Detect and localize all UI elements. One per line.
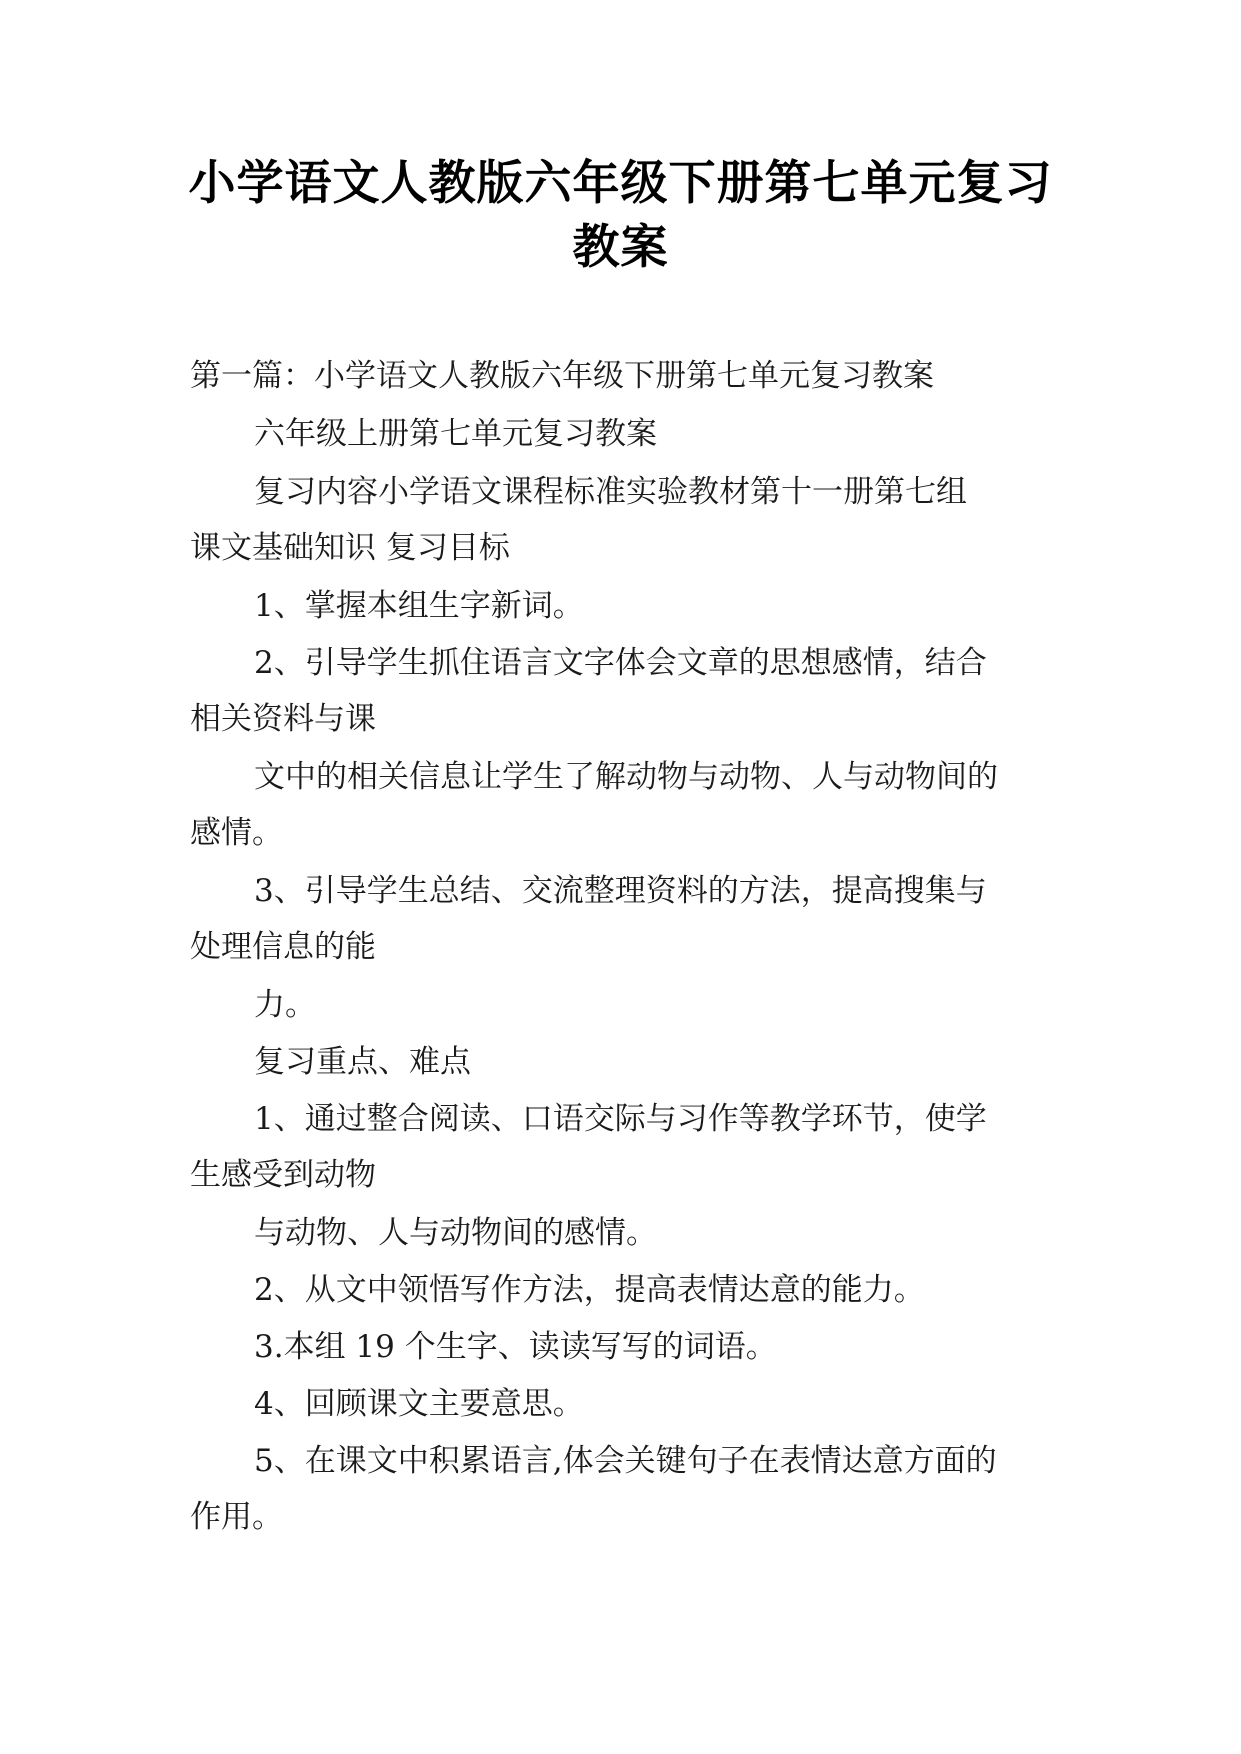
text-line: 与动物、人与动物间的感情。	[254, 1215, 657, 1251]
text-line: 处理信息的能	[190, 929, 376, 965]
text-line: 力。	[254, 987, 316, 1023]
text-line: 2、引导学生抓住语言文字体会文章的思想感情，结合	[254, 645, 987, 681]
text-line: 1、通过整合阅读、口语交际与习作等教学环节，使学	[254, 1101, 987, 1137]
text-line: 1、掌握本组生字新词。	[254, 588, 584, 624]
text-line: 六年级上册第七单元复习教案	[254, 416, 657, 452]
text-line: 3.本组 19 个生字、读读写写的词语。	[254, 1329, 777, 1365]
text-line: 作用。	[190, 1499, 283, 1535]
text-line: 感情。	[190, 815, 283, 851]
document-title-line-1: 小学语文人教版六年级下册第七单元复习	[188, 156, 1053, 211]
text-line: 文中的相关信息让学生了解动物与动物、人与动物间的	[254, 759, 998, 795]
text-line: 4、回顾课文主要意思。	[254, 1386, 584, 1422]
text-line: 复习重点、难点	[254, 1044, 471, 1080]
section-heading: 第一篇：小学语文人教版六年级下册第七单元复习教案	[190, 358, 934, 394]
text-line: 3、引导学生总结、交流整理资料的方法，提高搜集与	[254, 873, 987, 909]
text-line: 课文基础知识 复习目标	[190, 530, 510, 566]
text-line: 复习内容小学语文课程标准实验教材第十一册第七组	[254, 474, 967, 510]
text-line: 相关资料与课	[190, 701, 376, 737]
text-line: 2、从文中领悟写作方法，提高表情达意的能力。	[254, 1272, 925, 1308]
text-line: 生感受到动物	[190, 1157, 376, 1193]
document-title-line-2: 教案	[572, 220, 669, 275]
text-line: 5、在课文中积累语言,体会关键句子在表情达意方面的	[254, 1443, 997, 1479]
